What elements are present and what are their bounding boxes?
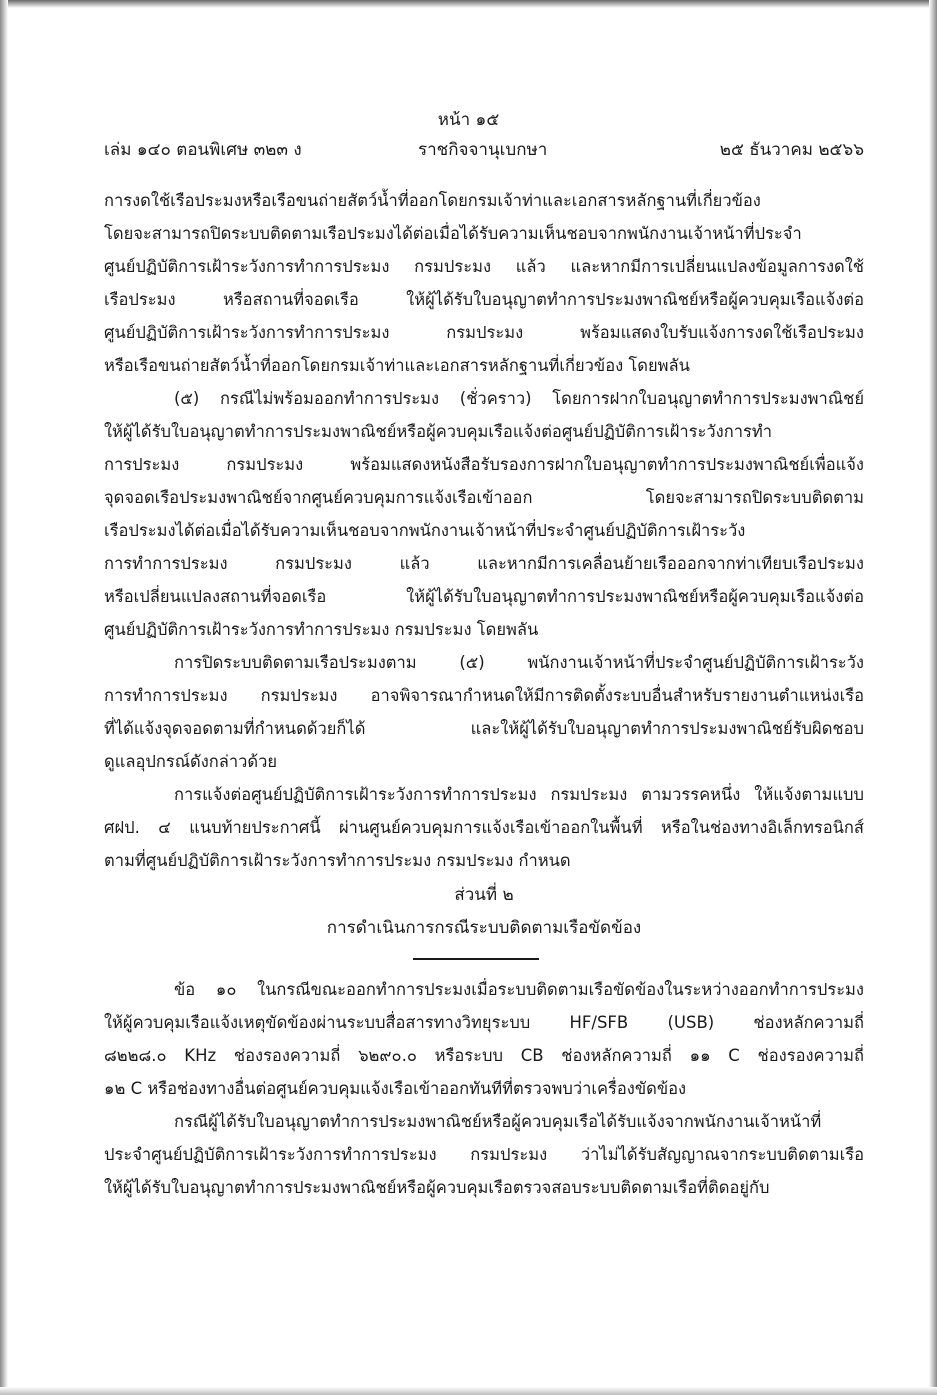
text-line: การทำการประมง กรมประมง แล้ว และหากมีการเคลื่อนย้ายเรือออกจากท่าเทียบเรือประมง xyxy=(104,554,864,573)
text-line: กรณีผู้ได้รับใบอนุญาตทำการประมงพาณิชย์หรือผู้ควบคุมเรือได้รับแจ้งจากพนักงานเจ้าหน้าที่ xyxy=(174,1112,822,1131)
text-line: การประมง กรมประมง พร้อมแสดงหนังสือรับรองการฝากใบอนุญาตทำการประมงพาณิชย์เพื่อแจ้ง xyxy=(104,455,864,474)
text-line: ศูนย์ปฏิบัติการเฝ้าระวังการทำการประมง กรมประมง แล้ว และหากมีการเปลี่ยนแปลงข้อมูลการงดใช้ xyxy=(104,257,864,276)
text-line: หรือเรือขนถ่ายสัตว์น้ำที่ออกโดยกรมเจ้าท่าและเอกสารหลักฐานที่เกี่ยวข้อง โดยพลัน xyxy=(104,356,690,375)
text-line: เรือประมง หรือสถานที่จอดเรือ ให้ผู้ได้รับใบอนุญาตทำการประมงพาณิชย์หรือผู้ควบคุมเรือแจ้งต่อ xyxy=(104,290,864,309)
text-line: ๘๒๒๘.๐ KHz ช่องรองความถี่ ๖๒๙๐.๐ หรือระบบ CB ช่องหลักความถี่ ๑๑ C ช่องรองความถี่ xyxy=(104,1046,864,1065)
text-line: ศูนย์ปฏิบัติการเฝ้าระวังการทำการประมง กรมประมง โดยพลัน xyxy=(104,620,539,639)
text-line: (๕) กรณีไม่พร้อมออกทำการประมง (ชั่วคราว) โดยการฝากใบอนุญาตทำการประมงพาณิชย์ xyxy=(174,389,864,408)
page-shadow-bottom xyxy=(0,1387,937,1395)
text-line: ที่ได้แจ้งจุดจอดตามที่กำหนดด้วยก็ได้ และให้ผู้ได้รับใบอนุญาตทำการประมงพาณิชย์รับผิดชอบ xyxy=(104,719,864,738)
text-line: ให้ผู้ควบคุมเรือแจ้งเหตุขัดข้องผ่านระบบสื่อสารทางวิทยุระบบ HF/SFB (USB) ช่องหลักความถี่ xyxy=(104,1013,864,1032)
page-shadow-top xyxy=(0,0,937,8)
gazette-header xyxy=(104,136,864,162)
text-line: การงดใช้เรือประมงหรือเรือขนถ่ายสัตว์น้ำที่ออกโดยกรมเจ้าท่าและเอกสารหลักฐานที่เกี่ยวข้อง xyxy=(104,191,761,210)
text-line: การแจ้งต่อศูนย์ปฏิบัติการเฝ้าระวังการทำการประมง กรมประมง ตามวรรคหนึ่ง ให้แจ้งตามแบบ xyxy=(174,785,864,804)
page-number: หน้า ๑๕ xyxy=(437,110,500,130)
page-shadow-right xyxy=(929,0,937,1395)
section-title: การดำเนินการกรณีระบบติดตามเรือขัดข้อง xyxy=(326,918,642,938)
text-line: ให้ผู้ได้รับใบอนุญาตทำการประมงพาณิชย์หรือผู้ควบคุมเรือแจ้งต่อศูนย์ปฏิบัติการเฝ้าระวังการทำ xyxy=(104,422,772,441)
section-number: ส่วนที่ ๒ xyxy=(454,885,514,905)
volume-issue: เล่ม ๑๔๐ ตอนพิเศษ ๓๒๓ ง xyxy=(104,140,302,160)
text-line: ให้ผู้ได้รับใบอนุญาตทำการประมงพาณิชย์หรือผู้ควบคุมเรือตรวจสอบระบบติดตามเรือที่ติดอยู่กับ xyxy=(104,1178,770,1197)
text-line: ศฝป. ๔ แนบท้ายประกาศนี้ ผ่านศูนย์ควบคุมการแจ้งเรือเข้าออกในพื้นที่ หรือในช่องทางอิเล็กทรอนิกส์ xyxy=(104,818,864,837)
text-line: ศูนย์ปฏิบัติการเฝ้าระวังการทำการประมง กรมประมง พร้อมแสดงใบรับแจ้งการงดใช้เรือประมง xyxy=(104,323,864,342)
text-line: ประจำศูนย์ปฏิบัติการเฝ้าระวังการทำการประมง กรมประมง ว่าไม่ได้รับสัญญาณจากระบบติดตามเรือ xyxy=(104,1145,864,1164)
text-line: ๑๒ C หรือช่องทางอื่นต่อศูนย์ควบคุมแจ้งเรือเข้าออกทันทีที่ตรวจพบว่าเครื่องขัดข้อง xyxy=(104,1079,687,1098)
text-line: ข้อ ๑๐ ในกรณีขณะออกทำการประมงเมื่อระบบติดตามเรือขัดข้องในระหว่างออกทำการประมง xyxy=(174,980,864,999)
text-line: การทำการประมง กรมประมง อาจพิจารณากำหนดให้มีการติดตั้งระบบอื่นสำหรับรายงานตำแหน่งเรือ xyxy=(104,686,864,705)
text-line: โดยจะสามารถปิดระบบติดตามเรือประมงได้ต่อเมื่อได้รับความเห็นชอบจากพนักงานเจ้าหน้าที่ประจำ xyxy=(104,224,802,243)
text-line: จุดจอดเรือประมงพาณิชย์จากศูนย์ควบคุมการแจ้งเรือเข้าออก โดยจะสามารถปิดระบบติดตาม xyxy=(104,488,864,507)
publication-date: ๒๕ ธันวาคม ๒๕๖๖ xyxy=(719,140,864,160)
page-shadow-left xyxy=(0,0,8,1395)
text-line: ตามที่ศูนย์ปฏิบัติการเฝ้าระวังการทำการประมง กรมประมง กำหนด xyxy=(104,851,571,870)
document-body xyxy=(104,184,864,1204)
text-line: ดูแลอุปกรณ์ดังกล่าวด้วย xyxy=(104,752,278,771)
text-line: การปิดระบบติดตามเรือประมงตาม (๕) พนักงานเจ้าหน้าที่ประจำศูนย์ปฏิบัติการเฝ้าระวัง xyxy=(174,653,864,672)
text-line: เรือประมงได้ต่อเมื่อได้รับความเห็นชอบจากพนักงานเจ้าหน้าที่ประจำศูนย์ปฏิบัติการเฝ้าระวัง xyxy=(104,521,746,540)
text-line: หรือเปลี่ยนแปลงสถานที่จอดเรือ ให้ผู้ได้รับใบอนุญาตทำการประมงพาณิชย์หรือผู้ควบคุมเรือแจ้งต่อ xyxy=(104,587,864,606)
gazette-name: ราชกิจจานุเบกษา xyxy=(418,140,548,160)
section-divider xyxy=(413,958,539,960)
